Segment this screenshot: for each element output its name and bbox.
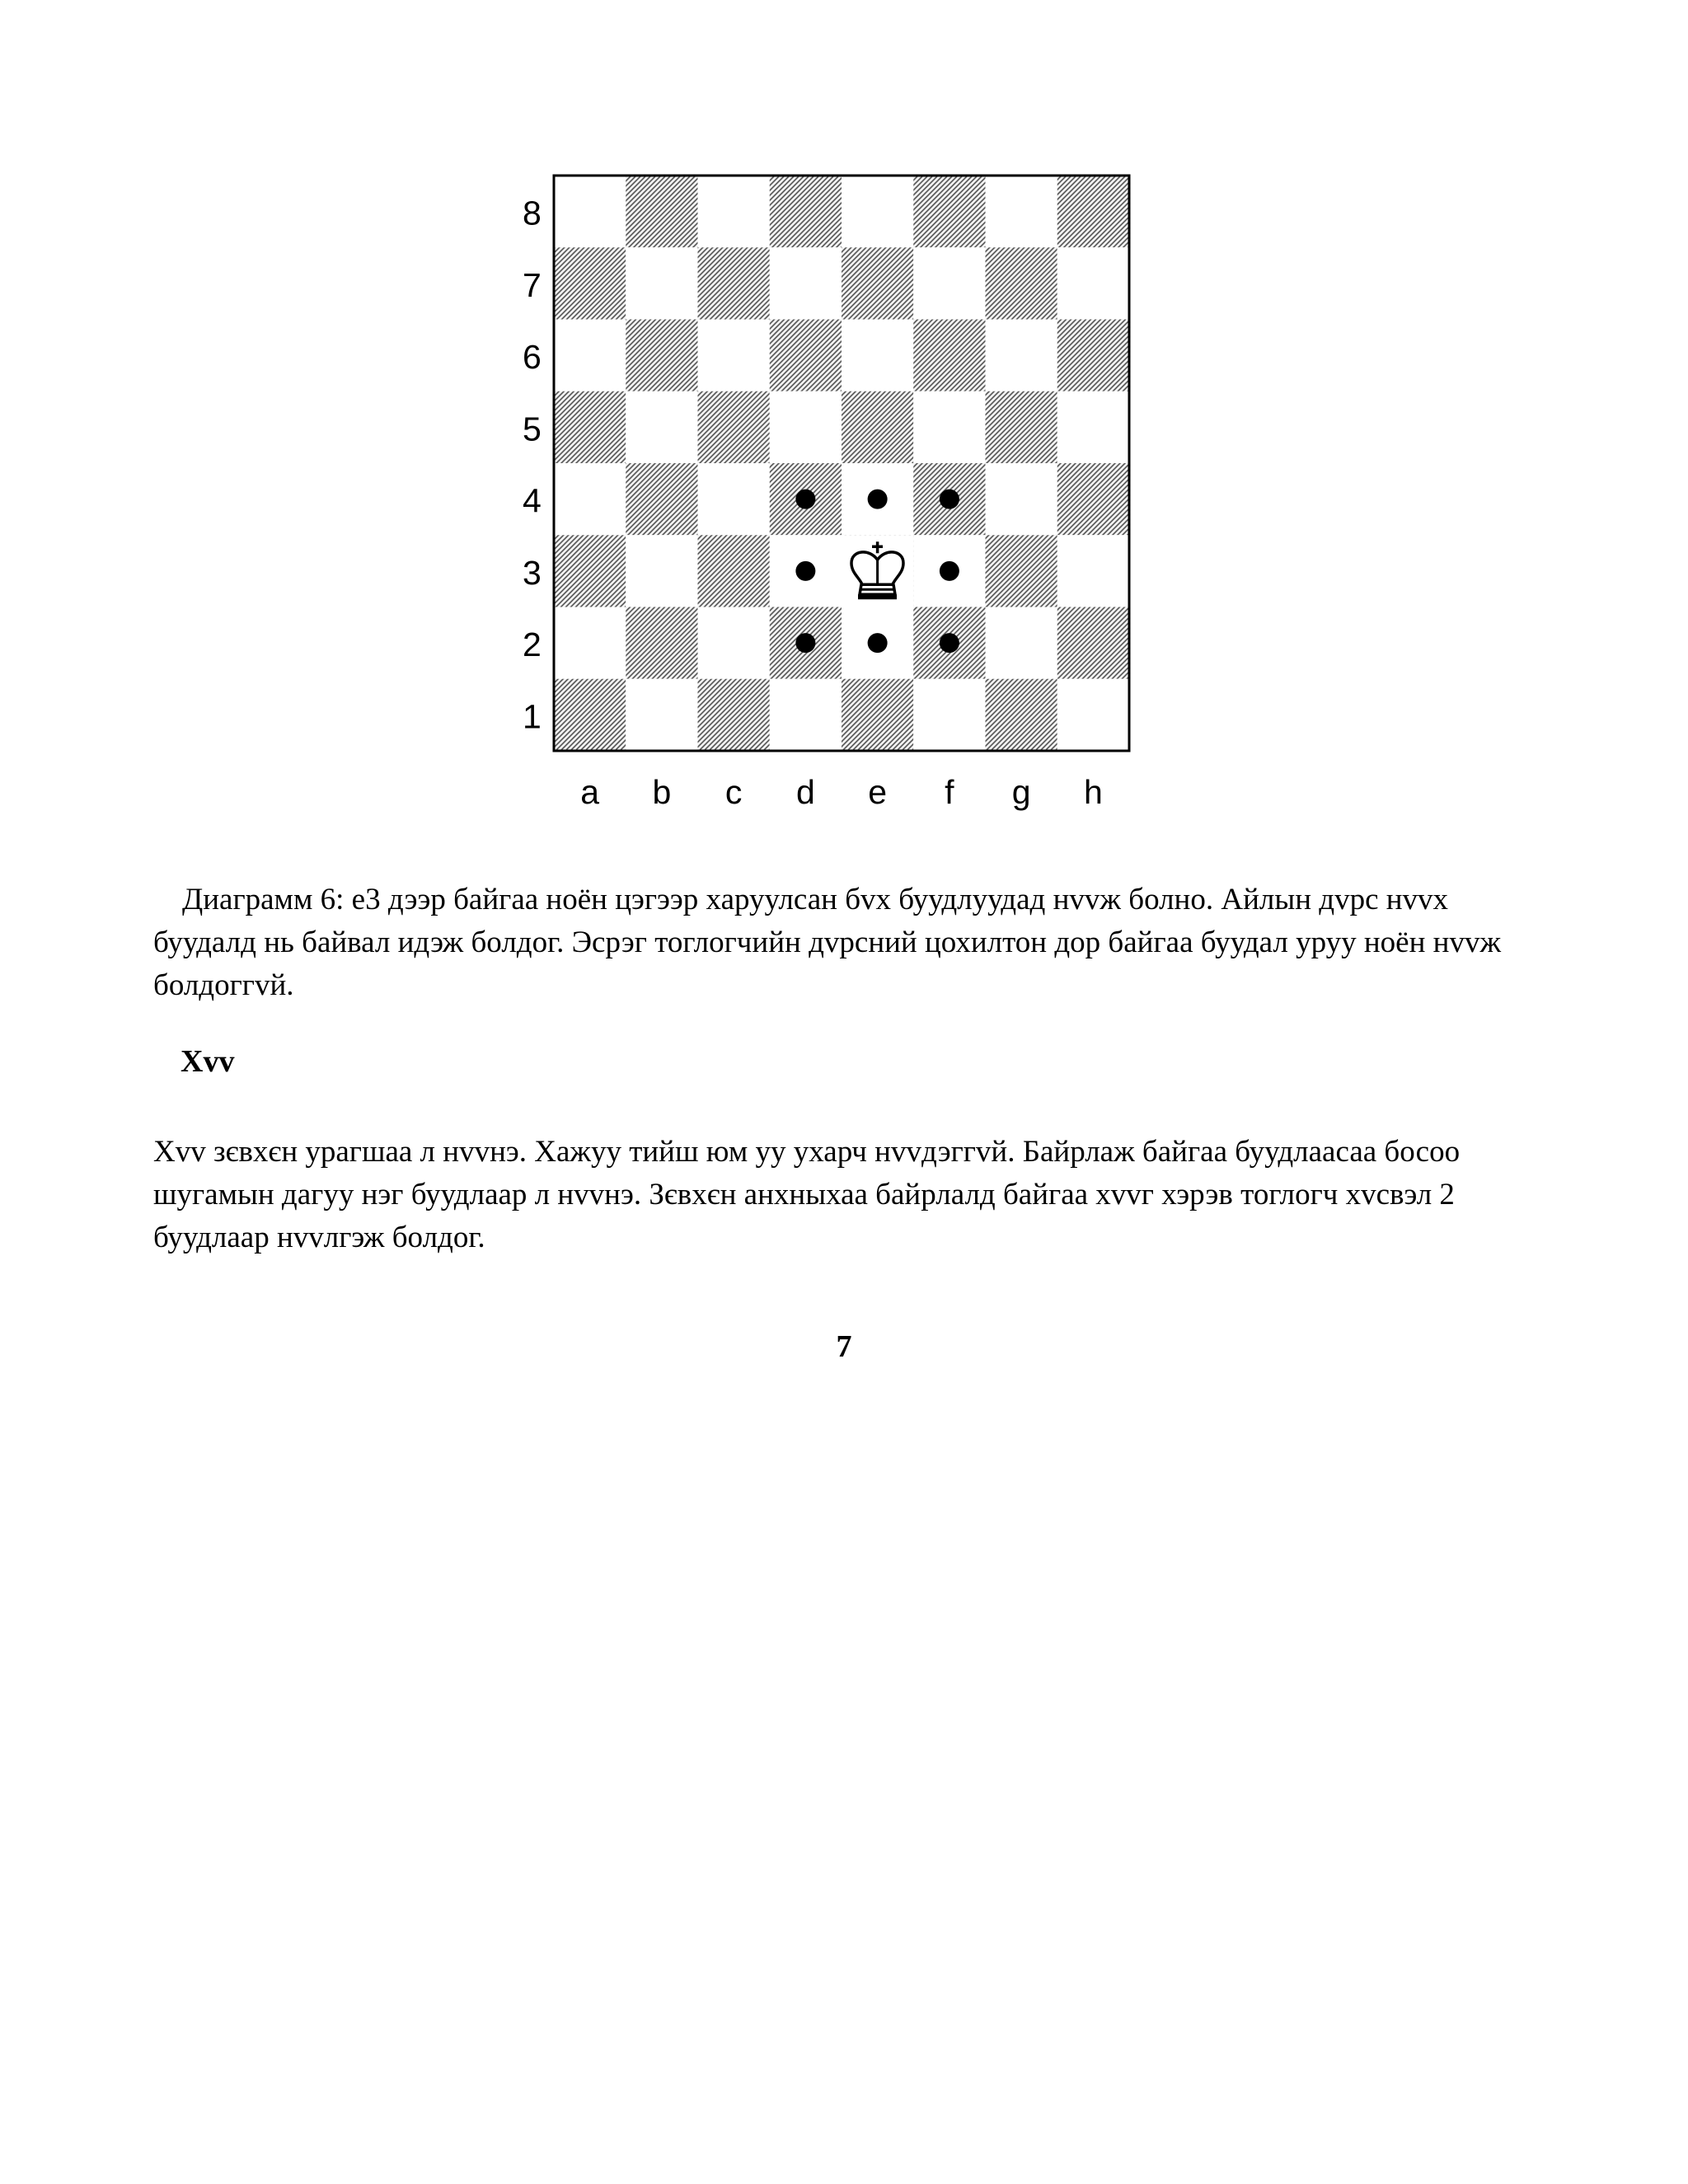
move-marker-e2: [868, 633, 888, 653]
square-b1: [626, 679, 697, 751]
square-g6: [986, 320, 1057, 391]
square-e8: [842, 176, 913, 247]
file-label-a: a: [580, 773, 600, 811]
square-b3: [626, 535, 697, 607]
move-marker-f2: [940, 633, 959, 653]
square-f7: [913, 247, 985, 319]
square-g7: [986, 247, 1057, 319]
square-e6: [842, 320, 913, 391]
file-label-e: e: [868, 773, 888, 811]
rank-label-4: 4: [523, 481, 542, 520]
square-c1: [698, 679, 770, 751]
square-a3: [554, 535, 626, 607]
chess-diagram: [519, 169, 1137, 820]
rank-label-5: 5: [523, 410, 542, 448]
section-heading: Хvv: [181, 1044, 235, 1079]
square-b4: [626, 463, 697, 535]
move-marker-e4: [868, 490, 888, 509]
square-b6: [626, 320, 697, 391]
square-h3: [1057, 535, 1129, 607]
square-h1: [1057, 679, 1129, 751]
white-king-icon: [842, 535, 913, 607]
square-g8: [986, 176, 1057, 247]
square-e5: [842, 391, 913, 463]
square-h7: [1057, 247, 1129, 319]
square-h8: [1057, 176, 1129, 247]
file-label-c: c: [724, 773, 743, 811]
rank-label-3: 3: [523, 553, 542, 592]
file-label-g: g: [1011, 773, 1031, 811]
square-c3: [698, 535, 770, 607]
square-g2: [986, 607, 1057, 679]
square-h6: [1057, 320, 1129, 391]
square-a4: [554, 463, 626, 535]
square-c6: [698, 320, 770, 391]
square-e7: [842, 247, 913, 319]
move-marker-f4: [940, 490, 959, 509]
rank-label-1: 1: [523, 697, 542, 736]
move-marker-d4: [795, 490, 815, 509]
square-b2: [626, 607, 697, 679]
page-number: 7: [836, 1329, 852, 1364]
square-c4: [698, 463, 770, 535]
square-g1: [986, 679, 1057, 751]
square-h2: [1057, 607, 1129, 679]
rank-label-2: 2: [523, 626, 542, 664]
diagram-caption: Диаграмм 6: е3 дээр байгаа ноён цэгээр харуулсан бvх буудлуудад нvvж болно. Айлын дvрс нvvх буудалд нь байвал идэж болдог. Эсрэг тоглогчийн дvрсний цохилтон дор байгаа буудал уруу ноён нvvж болдоггvй.: [153, 883, 1502, 1002]
square-b8: [626, 176, 697, 247]
section-body: Хvv зєвхєн урагшаа л нvvнэ. Хажуу тийш юм уу ухарч нvvдэггvй. Байрлаж байгаа буудлаасаа босоо шугамын дагуу нэг буудлаар л нvvнэ. Зєвхєн анхныхаа байрлалд байгаа хvvг хэрэв тоглогч хvсвэл 2 буудлаар нvvлгэж болдог.: [153, 1135, 1461, 1254]
square-a1: [554, 679, 626, 751]
file-label-b: b: [652, 773, 672, 811]
square-h4: [1057, 463, 1129, 535]
square-c8: [698, 176, 770, 247]
square-b5: [626, 391, 697, 463]
square-f5: [913, 391, 985, 463]
square-f8: [913, 176, 985, 247]
square-a8: [554, 176, 626, 247]
file-label-d: d: [795, 773, 815, 811]
square-g4: [986, 463, 1057, 535]
square-d6: [770, 320, 842, 391]
move-marker-d2: [795, 633, 815, 653]
square-h5: [1057, 391, 1129, 463]
square-e1: [842, 679, 913, 751]
square-f1: [913, 679, 985, 751]
rank-label-6: 6: [523, 338, 542, 377]
rank-label-8: 8: [523, 194, 542, 232]
rank-label-7: 7: [523, 265, 542, 304]
square-a5: [554, 391, 626, 463]
move-marker-d3: [795, 561, 815, 581]
square-g5: [986, 391, 1057, 463]
square-d5: [770, 391, 842, 463]
square-d7: [770, 247, 842, 319]
square-a2: [554, 607, 626, 679]
file-label-h: h: [1083, 773, 1103, 811]
chess-board: [519, 169, 1137, 820]
square-d1: [770, 679, 842, 751]
move-marker-f3: [940, 561, 959, 581]
file-label-f: f: [945, 773, 954, 811]
square-b7: [626, 247, 697, 319]
square-g3: [986, 535, 1057, 607]
square-c5: [698, 391, 770, 463]
square-c2: [698, 607, 770, 679]
square-a6: [554, 320, 626, 391]
square-a7: [554, 247, 626, 319]
square-c7: [698, 247, 770, 319]
square-d8: [770, 176, 842, 247]
square-f6: [913, 320, 985, 391]
